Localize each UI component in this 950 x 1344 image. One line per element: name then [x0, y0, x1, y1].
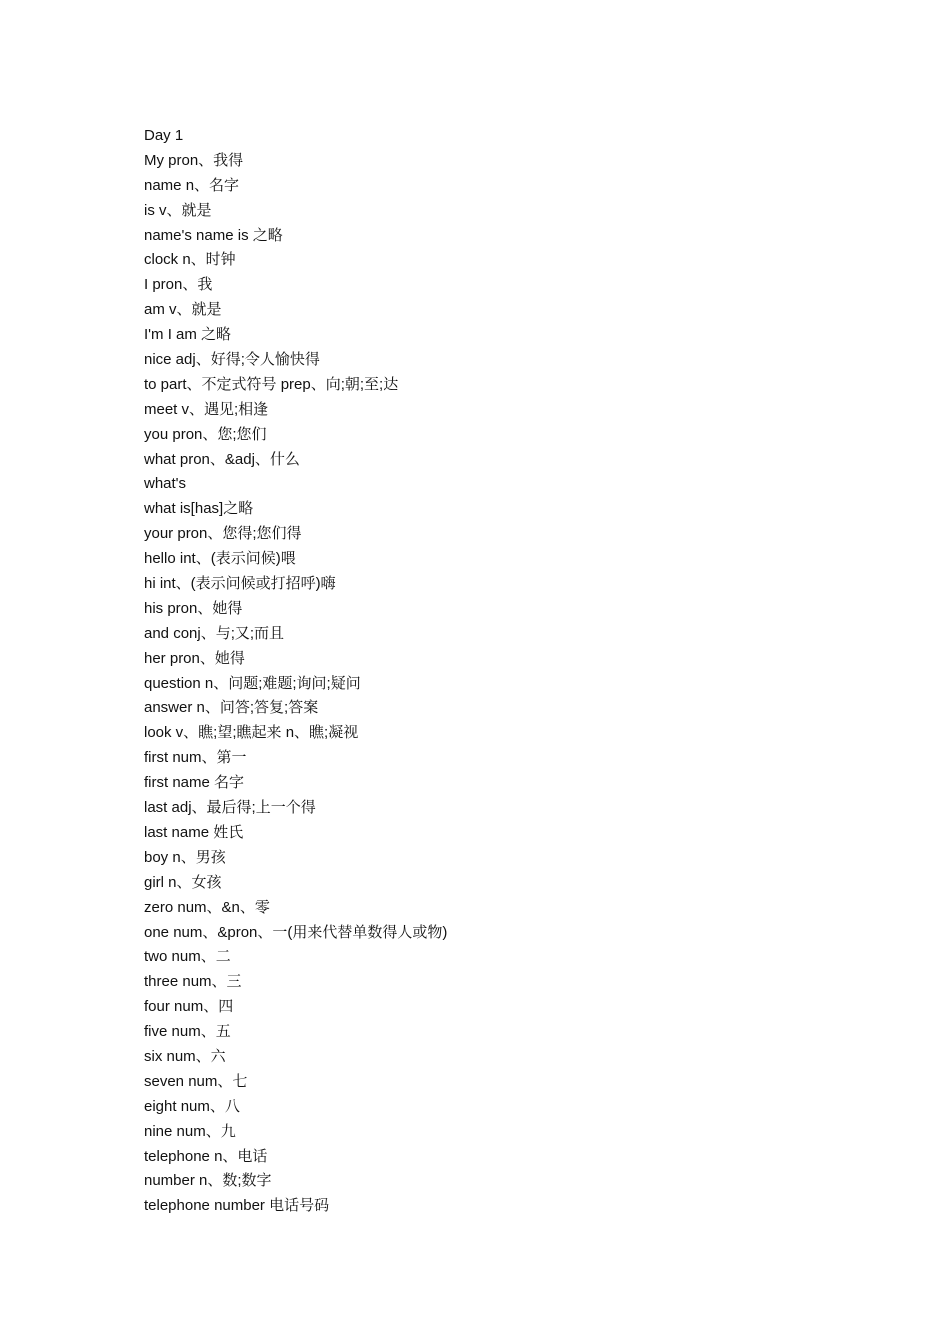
vocab-entry: nice adj、好得;令人愉快得 [144, 351, 320, 369]
day-heading: Day 1 [144, 127, 184, 144]
vocab-entry: first num、第一 [144, 749, 247, 767]
vocab-entry: what's [144, 475, 187, 493]
vocab-entry: seven num、七 [144, 1072, 248, 1090]
vocab-entry: your pron、您得;您们得 [144, 525, 302, 543]
vocab-entry: meet v、遇见;相逢 [144, 400, 269, 418]
vocab-entry: five num、五 [144, 1023, 231, 1041]
vocab-entry: eight num、八 [144, 1097, 240, 1115]
vocab-entry: last name 姓氏 [144, 823, 244, 841]
vocab-entry: name n、名字 [144, 176, 240, 194]
vocab-entry: nine num、九 [144, 1122, 236, 1140]
vocab-entry: My pron、我得 [144, 151, 244, 169]
vocab-entry: to part、不定式符号 prep、向;朝;至;达 [144, 375, 399, 393]
vocab-entry: is v、就是 [144, 201, 212, 219]
vocab-entry: I'm I am 之略 [144, 326, 232, 344]
vocab-entry: first name 名字 [144, 774, 245, 792]
vocab-entry: answer n、问答;答复;答案 [144, 699, 319, 717]
vocab-entry: am v、就是 [144, 301, 222, 319]
vocab-entry: boy n、男孩 [144, 848, 226, 866]
vocab-entry: telephone number 电话号码 [144, 1197, 330, 1215]
vocab-entry: last adj、最后得;上一个得 [144, 799, 316, 817]
vocab-entry: telephone n、电话 [144, 1147, 268, 1165]
vocab-entry: name's name is 之略 [144, 226, 283, 244]
vocab-entry: her pron、她得 [144, 649, 245, 667]
vocab-entry: question n、问题;难题;询问;疑问 [144, 674, 361, 692]
vocab-entry: six num、六 [144, 1047, 226, 1065]
vocab-entry: number n、数;数字 [144, 1172, 272, 1190]
vocab-entry: four num、四 [144, 998, 234, 1016]
vocab-entry: clock n、时钟 [144, 251, 236, 269]
vocab-entry: and conj、与;又;而且 [144, 624, 285, 642]
vocab-entry: hi int、(表示问候或打招呼)嗨 [144, 575, 336, 593]
vocab-entry: I pron、我 [144, 276, 213, 294]
vocab-entry: what pron、&adj、什么 [144, 450, 300, 468]
vocab-entry: you pron、您;您们 [144, 425, 267, 443]
vocab-entry: zero num、&n、零 [144, 898, 270, 916]
vocab-entry: girl n、女孩 [144, 873, 222, 891]
vocab-entry: three num、三 [144, 973, 242, 991]
vocab-entry: one num、&pron、一(用来代替单数得人或物) [144, 923, 448, 941]
vocab-entry: hello int、(表示问候)喂 [144, 550, 296, 568]
vocab-entry: two num、二 [144, 948, 231, 966]
vocab-entry: what is[has]之略 [144, 500, 254, 518]
vocab-entry: his pron、她得 [144, 599, 243, 617]
vocab-entry: look v、瞧;望;瞧起来 n、瞧;凝视 [144, 724, 359, 742]
vocabulary-list [144, 124, 844, 1219]
